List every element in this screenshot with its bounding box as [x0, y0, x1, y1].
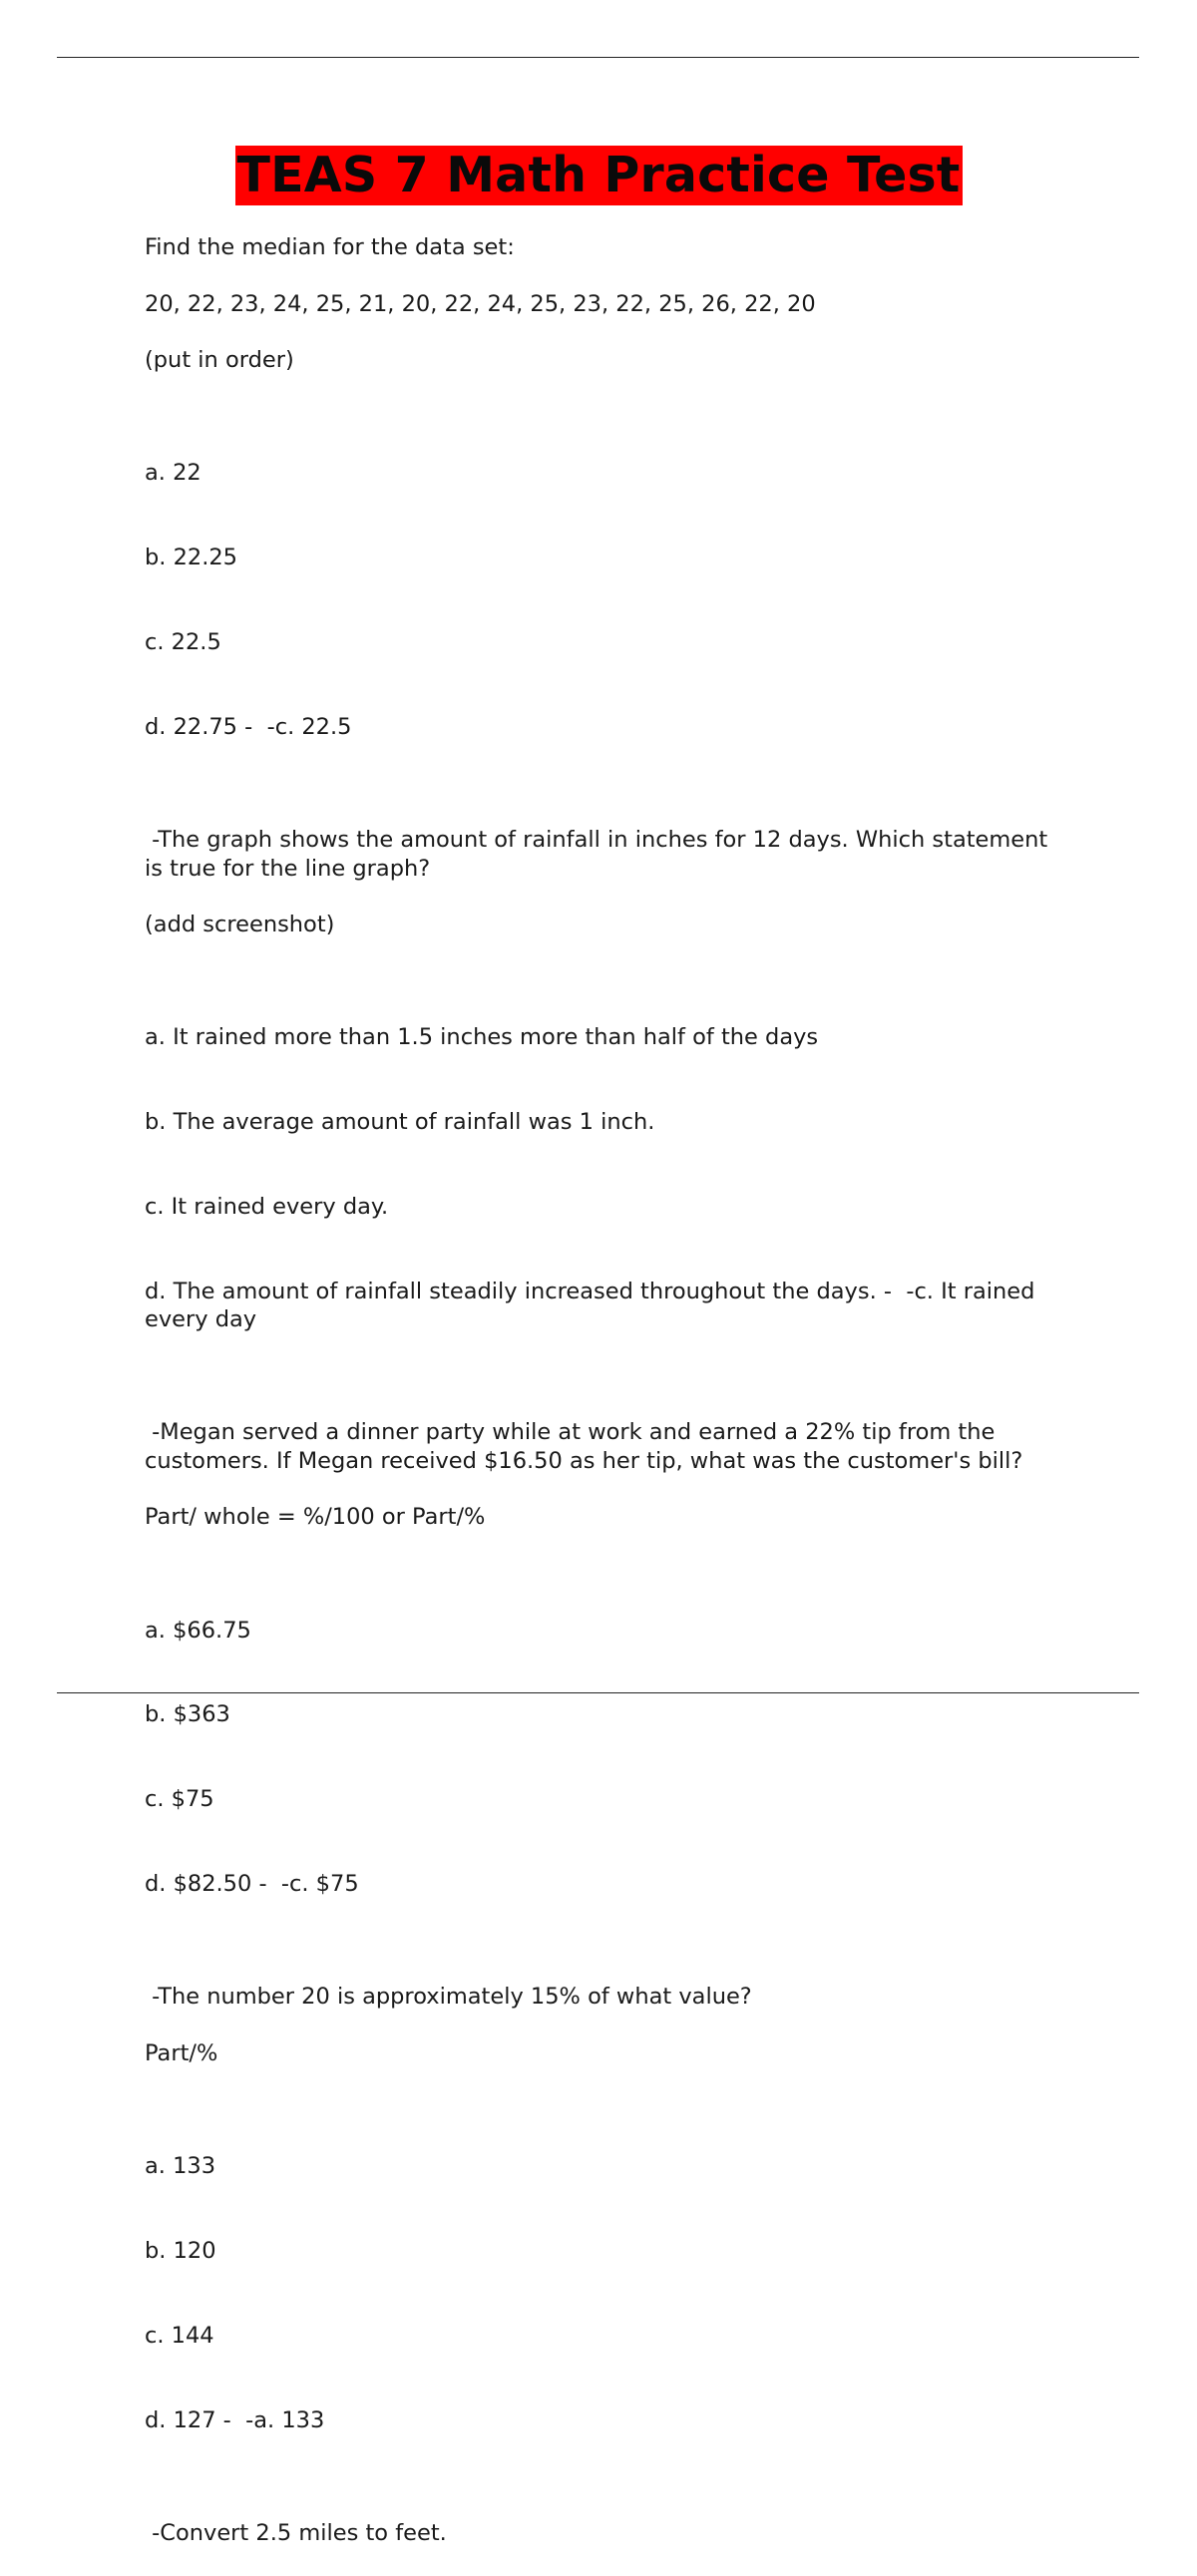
question-3-option-d: d. $82.50 - -c. $75 [145, 1871, 359, 1898]
question-5-prompt: -Convert 2.5 miles to feet. [145, 2520, 447, 2547]
question-4-option-c: c. 144 [145, 2322, 214, 2349]
question-3-option-a: a. $66.75 [145, 1617, 251, 1644]
question-4-hint: Part/% [145, 2040, 218, 2066]
question-1-data: 20, 22, 23, 24, 25, 21, 20, 22, 24, 25, 23, 22, 25, 26, 22, 20 [145, 290, 816, 317]
question-4 [145, 1983, 1072, 2490]
question-1-option-a: a. 22 [145, 460, 201, 487]
question-4-option-b: b. 120 [145, 2238, 216, 2265]
document-body [145, 233, 1072, 2576]
question-5 [145, 2519, 1072, 2547]
question-4-option-d: d. 127 - -a. 133 [145, 2406, 325, 2433]
question-1-hint: (put in order) [145, 347, 294, 374]
question-1 [145, 233, 1072, 798]
question-4-prompt: -The number 20 is approximately 15% of what value? [145, 1984, 752, 2011]
bottom-rule [57, 1692, 1139, 1693]
question-2-option-d: d. The amount of rainfall steadily increased throughout the days. - -c. It rained every day [145, 1278, 1042, 1333]
question-3-options [145, 1560, 1072, 1955]
question-2-option-b: b. The average amount of rainfall was 1 inch. [145, 1109, 655, 1136]
question-2-prompt: -The graph shows the amount of rainfall in inches for 12 days. Which statement is true for the line graph? [145, 827, 1055, 882]
question-2-option-c: c. It rained every day. [145, 1194, 389, 1221]
question-1-options [145, 403, 1072, 798]
question-3 [145, 1418, 1072, 1955]
page-title: TEAS 7 Math Practice Test [236, 147, 961, 203]
question-1-option-d: d. 22.75 - -c. 22.5 [145, 714, 352, 741]
question-3-option-c: c. $75 [145, 1786, 214, 1813]
question-3-option-b: b. $363 [145, 1701, 230, 1728]
question-2-option-a: a. It rained more than 1.5 inches more than half of the days [145, 1024, 819, 1051]
top-rule [57, 57, 1139, 58]
question-3-hint: Part/ whole = %/100 or Part/% [145, 1504, 486, 1531]
question-4-options [145, 2096, 1072, 2491]
question-4-option-a: a. 133 [145, 2153, 216, 2180]
question-2-hint: (add screenshot) [145, 912, 335, 938]
title-container [0, 146, 1197, 205]
question-2-options [145, 967, 1072, 1390]
question-1-option-c: c. 22.5 [145, 629, 221, 656]
question-2 [145, 826, 1072, 1390]
question-3-prompt: -Megan served a dinner party while at work and earned a 22% tip from the customers. If Megan received $16.50 as her tip, what was the customer's bill? [145, 1419, 1023, 1474]
question-1-option-b: b. 22.25 [145, 545, 237, 571]
question-1-prompt: Find the median for the data set: [145, 234, 515, 260]
